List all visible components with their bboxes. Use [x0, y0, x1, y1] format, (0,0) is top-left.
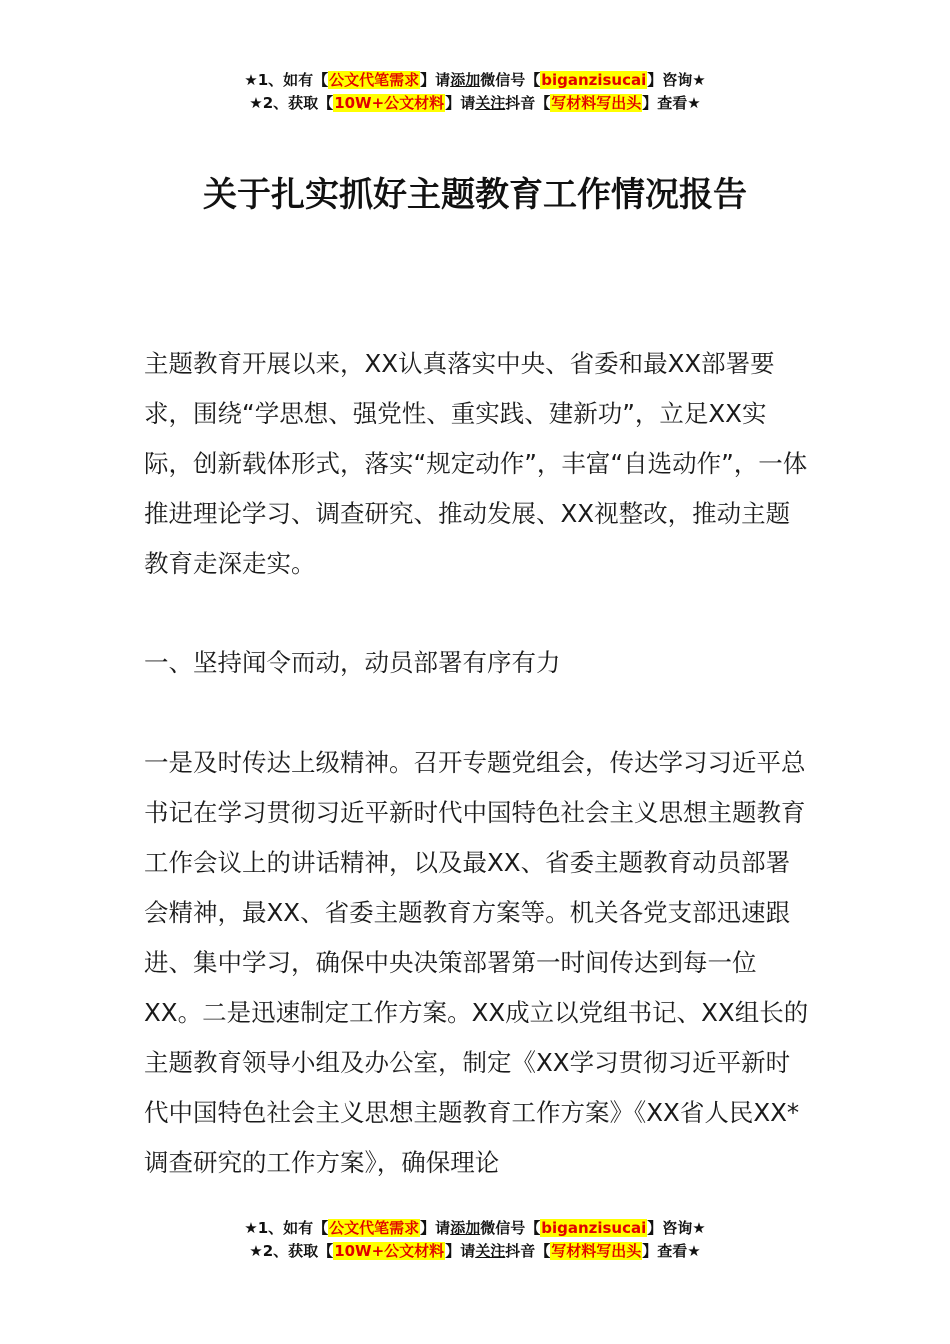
- intro-paragraph: 主题教育开展以来，XX认真落实中央、省委和最XX部署要求，围绕“学思想、强党性、重实践、建新功”，立足XX实际，创新载体形式，落实“规定动作”，丰富“自选动作”，一体推进理论学习、调查研究、推动发展、XX视整改，推动主题教育走深走实。: [144, 349, 808, 578]
- banner-text: 】查看★: [642, 1242, 701, 1260]
- banner-highlight: 公文代笔需求: [329, 71, 420, 89]
- banner-line-2: [0, 92, 950, 115]
- banner-underline: 添加: [450, 71, 481, 89]
- footer-banner: [0, 1217, 950, 1263]
- banner-text: 】请: [445, 1242, 476, 1260]
- banner-underline: 关注: [475, 94, 506, 112]
- document-title: 关于扎实抓好主题教育工作情况报告: [203, 174, 747, 215]
- banner-highlight: 10W+公文材料: [334, 1242, 445, 1260]
- banner-line-2: [0, 1240, 950, 1263]
- banner-highlight: biganzisucai: [541, 1219, 647, 1237]
- banner-text: 】咨询★: [647, 1219, 706, 1237]
- banner-highlight: 10W+公文材料: [334, 94, 445, 112]
- banner-highlight: 写材料写出头: [551, 1242, 642, 1260]
- banner-text: 】查看★: [642, 94, 701, 112]
- banner-text: 抖音【: [505, 1242, 551, 1260]
- banner-text: 】请: [420, 71, 451, 89]
- banner-highlight: 公文代笔需求: [329, 1219, 420, 1237]
- banner-text: 微信号【: [480, 71, 541, 89]
- banner-underline: 添加: [450, 1219, 481, 1237]
- banner-line-1: [0, 69, 950, 92]
- banner-text: 】请: [420, 1219, 451, 1237]
- banner-text: 抖音【: [505, 94, 551, 112]
- banner-text: 微信号【: [480, 1219, 541, 1237]
- banner-text: 】咨询★: [647, 71, 706, 89]
- header-banner: [0, 69, 950, 115]
- banner-highlight: biganzisucai: [541, 71, 647, 89]
- section-1: [144, 638, 809, 688]
- banner-text: 】请: [445, 94, 476, 112]
- banner-line-1: [0, 1217, 950, 1240]
- banner-text: ★1、如有【: [244, 71, 329, 89]
- banner-text: ★2、获取【: [249, 1242, 334, 1260]
- banner-underline: 关注: [475, 1242, 506, 1260]
- banner-text: ★1、如有【: [244, 1219, 329, 1237]
- banner-highlight: 写材料写出头: [551, 94, 642, 112]
- intro-section: [144, 339, 809, 589]
- banner-text: ★2、获取【: [249, 94, 334, 112]
- body-paragraph: 一是及时传达上级精神。召开专题党组会，传达学习习近平总书记在学习贯彻习近平新时代中国特色社会主义思想主题教育工作会议上的讲话精神，以及最XX、省委主题教育动员部署会精神，最XX、省委主题教育方案等。机关各党支部迅速跟进、集中学习，确保中央决策部署第一时间传达到每一位XX。二是迅速制定工作方案。XX成立以党组书记、XX组长的主题教育领导小组及办公室，制定《XX学习贯彻习近平新时代中国特色社会主义思想主题教育工作方案》《XX省人民XX*调查研究的工作方案》，确保理论: [144, 748, 809, 1177]
- section-1-body: [144, 738, 809, 1188]
- section-heading: 一、坚持闻令而动，动员部署有序有力: [144, 648, 561, 677]
